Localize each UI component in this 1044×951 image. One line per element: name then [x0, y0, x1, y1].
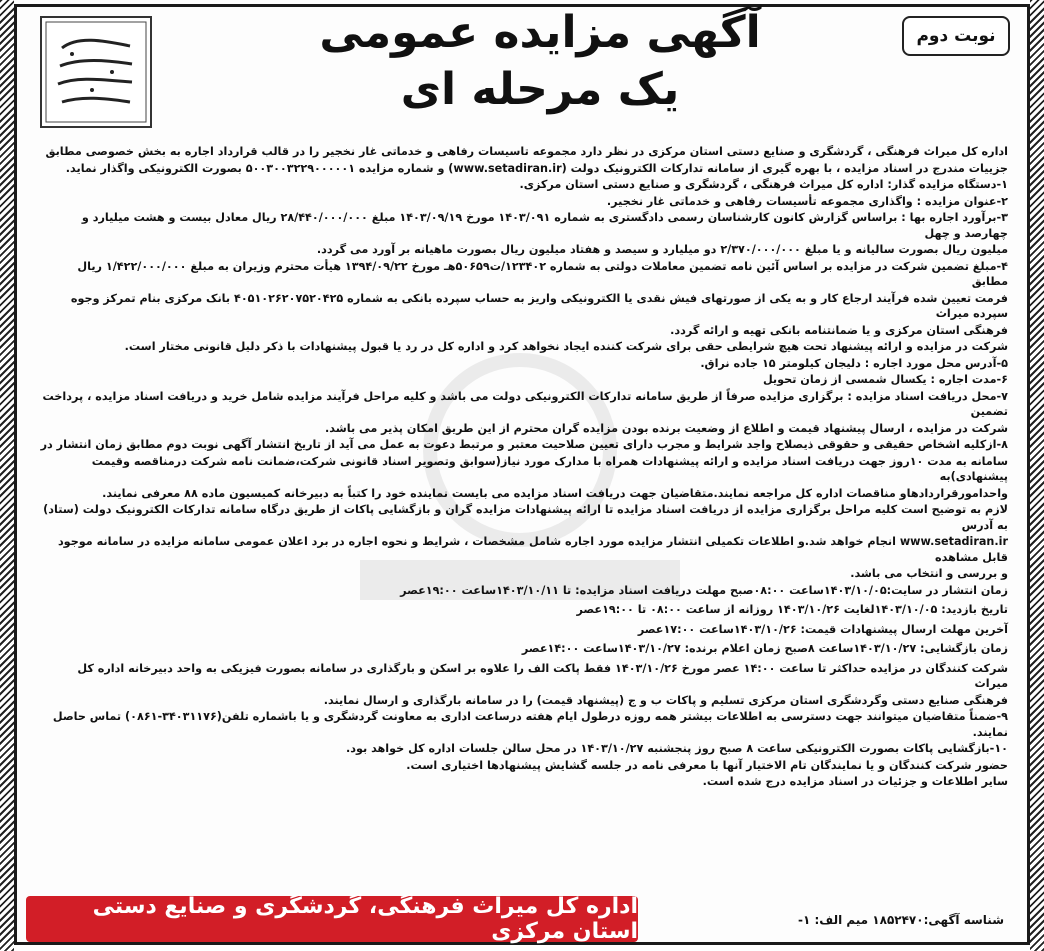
intro-line-2: جزییات مندرج در اسناد مزایده ، با بهره گیری از سامانه تدارکات الکترونیک دولت (www.setadiran.ir) و شماره مزایده ۵۰۰۳۰۰۳۲۲۹۰۰۰۰۰۱ بصورت الکترونیکی واگذار نماید.	[65, 161, 1008, 175]
item-8-line-2: سامانه به مدت ۱۰روز جهت دریافت اسناد مزایده و ارائه پیشنهادات همراه با مدارک مورد نیاز(سوابق وتصویر اسناد قانونی شرکت،ضمانت نامه شرکت درمناقصه وقیمت پیشنهادی)به	[91, 454, 1008, 483]
item-7-line-1: ۷-محل دریافت اسناد مزایده : برگزاری مزایده صرفاً از طریق سامانه تدارکات الکترونیکی دولت می باشد و کلیه مراحل فرآیند مزایده شامل خرید و دریافت اسناد مزایده ، پرداخت تضمین	[42, 389, 1008, 418]
organization-banner: اداره کل میراث فرهنگی، گردشگری و صنایع دستی استان مرکزی	[26, 896, 638, 942]
ministry-logo	[40, 16, 152, 128]
item-3-line-1: ۳-برآورد اجاره بها : براساس گزارش کانون کارشناسان رسمی دادگستری به شماره ۱۴۰۳/۰۹۱ مورخ ۱۴۰۳/۰۹/۱۹ مبلغ ۲۸/۴۴۰/۰۰۰/۰۰۰ ریال معادل بیست و هشت میلیارد و چهارصد و چهل	[81, 211, 1008, 240]
round-badge: نوبت دوم	[902, 16, 1010, 56]
other-info-note: سایر اطلاعات و جزئیات در اسناد مزایده درج شده است.	[702, 775, 1008, 788]
ad-identifier: شناسه آگهی:۱۸۵۲۴۷۰ میم الف: ۱-	[798, 913, 1004, 927]
note-2-line-3: و بررسی و انتخاب می باشد.	[850, 567, 1008, 580]
title-line-2: یک مرحله ای	[400, 64, 680, 115]
schedule	[40, 583, 1008, 657]
item-10: ۱۰-بازگشایی پاکات بصورت الکترونیکی ساعت ۸ صبح روز پنجشنبه ۱۴۰۳/۱۰/۲۷ در محل سالن جلسات اداره کل خواهد بود.	[345, 742, 1008, 755]
item-4-line-2: فرمت تعیین شده فرآیند ارجاع کار و به یکی از صورتهای فیش نقدی یا الکترونیکی واریز به حساب سپرده بانکی به شماره ۴۰۵۱۰۲۶۲۰۷۵۲۰۴۲۵ بانک مرکزی بنام تمرکز وجوه سپرده میراث	[70, 291, 1008, 320]
item-5: ۵-آدرس محل مورد اجاره : دلیجان کیلومتر ۱۵ جاده نراق.	[700, 356, 1008, 370]
ministry-logo-icon	[42, 18, 150, 126]
intro-line-1: اداره کل میراث فرهنگی ، گردشگری و صنایع دستی استان مرکزی در نظر دارد مجموعه تاسیسات رفاهی و خدماتی غار نخجیر را در قالب قرارداد اجاره به بخش خصوصی مطابق	[45, 145, 1008, 158]
submission-line-1: شرکت کنندگان در مزایده حداکثر تا ساعت ۱۴:۰۰ عصر مورخ ۱۴۰۳/۱۰/۲۶ فقط پاکت الف را علاوه بر اسکن و بارگذاری در سامانه بصورت فیزیکی به واحد دبیرخانه اداره کل میراث	[77, 661, 1008, 690]
item-7-line-2: شرکت در مزایده ، ارسال پیشنهاد قیمت و اطلاع از وضعیت برنده بودن مزایده گران محترم از این طریق امکان پذیر می باشد.	[325, 421, 1008, 435]
notice-title	[300, 6, 780, 120]
submission-line-2: فرهنگی صنایع دستی وگردشگری استان مرکزی تسلیم و پاکات ب و ج (پیشنهاد قیمت) را در سامانه بارگذاری و ارسال نمایند.	[323, 693, 1008, 707]
schedule-visit: تاریخ بازدید: ۱۴۰۳/۱۰/۰۵لغایت ۱۴۰۳/۱۰/۲۶ روزانه از ساعت ۰۸:۰۰ تا ۱۹:۰۰عصر	[576, 603, 1008, 616]
item-4-line-1: ۴-مبلغ تضمین شرکت در مزایده بر اساس آئین نامه تضمین معاملات دولتی به شماره ۱۲۳۴۰۲/ت۵۰۶۵۹هـ مورخ ۱۳۹۴/۰۹/۲۲ هیأت محترم وزیران به مبلغ ۱/۴۲۲/۰۰۰/۰۰۰ ریال مطابق	[77, 259, 1008, 288]
notice-body	[40, 144, 1008, 904]
item-8-line-3: واحدامورقراردادهاو مناقصات اداره کل مراجعه نمایند.متقاضیان جهت دریافت اسناد مزایده می بایست نماینده خود را کتباً به دبیرخانه کمیسیون ماده ۸۸ معرفی نمایند.	[102, 486, 1008, 500]
item-2: ۲-عنوان مزایده : واگذاری مجموعه تأسیسات رفاهی و خدماتی غار نخجیر.	[606, 194, 1008, 208]
schedule-opening: زمان بازگشایی: ۱۴۰۳/۱۰/۲۷ساعت ۸صبح زمان اعلام برنده: ۱۴۰۳/۱۰/۲۷ساعت ۱۴:۰۰عصر	[521, 642, 1008, 655]
note-2-line-1: لازم به توضیح است کلیه مراحل برگزاری مزایده از دریافت اسناد مزایده تا ارائه پیشنهادات مزایده گران و بازگشایی پاکات از طریق درگاه سامانه تدارکات الکترونیک دولت (ستاد) به آدرس	[43, 503, 1008, 532]
schedule-publish: زمان انتشار در سایت:۱۴۰۳/۱۰/۰۵ساعت ۰۸:۰۰صبح مهلت دریافت اسناد مزایده: تا ۱۴۰۳/۱۰/۱۱ساعت ۱۹:۰۰عصر	[400, 583, 1008, 597]
note-2-line-2: www.setadiran.ir انجام خواهد شد.و اطلاعات تکمیلی انتشار مزایده مورد اجاره شامل مشخصات ، شرایط و نحوه اجاره در برد اعلان عمومی سامانه مزایده در سامانه موجود قابل مشاهده	[57, 535, 1008, 564]
attendance-note: حضور شرکت کنندگان و یا نمایندگان تام الاختیار آنها با معرفی نامه در جلسه گشایش پیشنهادها اختیاری است.	[406, 758, 1008, 772]
schedule-deadline: آخرین مهلت ارسال پیشنهادات قیمت: ۱۴۰۳/۱۰/۲۶ساعت ۱۷:۰۰عصر	[637, 622, 1008, 636]
right-border-pattern	[1030, 0, 1044, 951]
title-line-1: آگهی مزایده عمومی	[319, 7, 761, 58]
item-3-line-2: میلیون ریال بصورت سالیانه و یا مبلغ ۲/۳۷۰/۰۰۰/۰۰۰ دو میلیارد و سیصد و هفتاد میلیون ریال بصورت ماهیانه بر آورد می گردد.	[316, 243, 1008, 256]
item-1: ۱-دستگاه مزایده گذار: اداره کل میراث فرهنگی ، گردشگری و صنایع دستی استان مرکزی.	[519, 178, 1008, 191]
item-6: ۶-مدت اجاره : یکسال شمسی از زمان تحویل	[762, 373, 1008, 386]
item-4-line-3: فرهنگی استان مرکزی و یا ضمانتنامه بانکی تهیه و ارائه گردد.	[670, 323, 1008, 337]
note-1: شرکت در مزایده و ارائه پیشنهاد تحت هیچ شرایطی حقی برای شرکت کننده ایجاد نخواهد کرد و اداره کل در رد یا قبول پیشنهادات با ذکر دلیل قانونی مختار است.	[124, 340, 1008, 353]
item-8-line-1: ۸-ازکلیه اشخاص حقیقی و حقوقی ذیصلاح واجد شرایط و مجرب دارای تعیین صلاحیت معتبر و مرتبط دعوت به عمل می آید از تاریخ انتشار آگهی نوبت دوم مطابق زمان انتشار در	[40, 438, 1008, 451]
item-9: ۹-ضمناً متقاضیان میتوانند جهت دسترسی به اطلاعات بیشتر همه روزه درطول ایام هفته درساعت اداری به معاونت گردشگری و یا باشماره تلفن(۳۴۰۳۱۱۷۶-۰۸۶۱) تماس حاصل نمایند.	[52, 710, 1008, 739]
left-border-pattern	[0, 0, 14, 951]
